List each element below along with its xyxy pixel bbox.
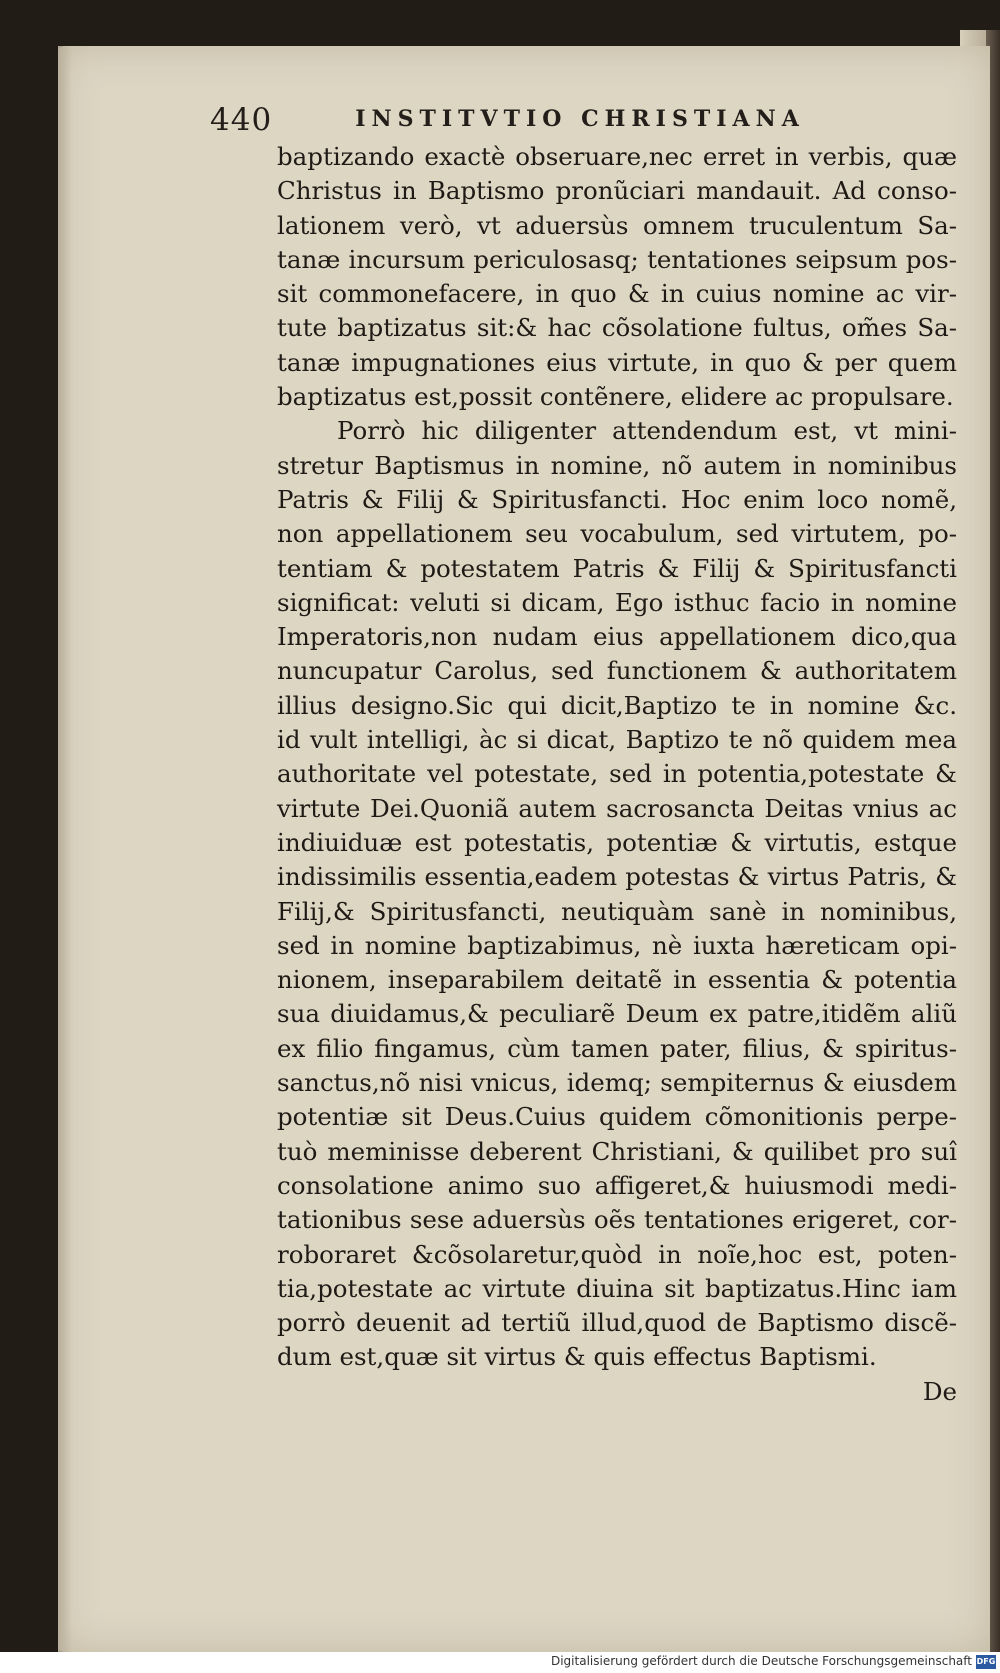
- text-line: roboraret &cõsolaretur,quòd in noĩe,hoc est, poten-: [277, 1239, 957, 1269]
- page-edge-shadow: [58, 46, 72, 1652]
- text-line: ex filio fingamus, cùm tamen pater, filius, & spiritus-: [277, 1033, 957, 1063]
- page-header: [210, 100, 860, 140]
- dfg-logo-icon: DFG: [976, 1655, 996, 1669]
- text-line: tanæ incursum periculosasq; tentationes seipsum pos-: [277, 244, 957, 274]
- footer-bar: [0, 1652, 1000, 1673]
- text-line: id vult intelligi, àc si dicat, Baptizo te nõ quidem mea: [277, 725, 957, 755]
- text-line: Filij,& Spiritusfancti, neutiquàm sanè in nominibus,: [277, 896, 957, 926]
- text-line: indiuiduæ est potestatis, potentiæ & virtutis, estque: [277, 827, 957, 857]
- text-line: tuò meminisse deberent Christiani, & quilibet pro suî: [277, 1136, 957, 1166]
- page-text: [277, 140, 957, 1409]
- text-line: baptizatus est,possit contẽnere, elidere ac propulsare.: [277, 382, 954, 412]
- text-line: virtute Dei.Quoniã autem sacrosancta Deitas vnius ac: [277, 793, 957, 823]
- text-line: baptizando exactè obseruare,nec erret in verbis, quæ: [277, 142, 957, 171]
- text-line: stretur Baptismus in nomine, nõ autem in nominibus: [277, 450, 957, 480]
- text-line: Porrò hic diligenter attendendum est, vt mini-: [337, 416, 957, 446]
- text-line: Imperatoris,non nudam eius appellationem dico,qua: [277, 622, 957, 652]
- text-line: non appellationem seu vocabulum, sed virtutem, po-: [277, 519, 957, 549]
- text-line: sanctus,nõ nisi vnicus, idemq; sempiternus & eiusdem: [277, 1068, 957, 1098]
- footer-credit: Digitalisierung gefördert durch die Deutsche Forschungsgemeinschaft: [550, 1654, 972, 1668]
- text-line: potentiæ sit Deus.Cuius quidem cõmonitionis perpe-: [277, 1102, 957, 1132]
- running-title: INSTITVTIO CHRISTIANA: [355, 106, 805, 132]
- text-line: dum est,quæ sit virtus & quis effectus Baptismi.: [277, 1342, 877, 1372]
- text-line: nuncupatur Carolus, sed functionem & authoritatem: [277, 656, 957, 686]
- text-line: tentiam & potestatem Patris & Filij & Spiritusfancti: [277, 553, 957, 583]
- text-line: tia,potestate ac virtute diuina sit baptizatus.Hinc iam: [277, 1273, 957, 1303]
- text-line: indissimilis essentia,eadem potestas & virtus Patris, &: [277, 862, 957, 892]
- text-line: Patris & Filij & Spiritusfancti. Hoc enim loco nomẽ,: [277, 484, 957, 514]
- catchword: De: [922, 1376, 957, 1406]
- text-line: tute baptizatus sit:& hac cõsolatione fultus, om̃es Sa-: [277, 313, 957, 343]
- text-line: significat: veluti si dicam, Ego isthuc facio in nomine: [277, 587, 957, 617]
- text-line: nionem, inseparabilem deitatẽ in essentia & potentia: [277, 965, 957, 995]
- text-line: tanæ impugnationes eius virtute, in quo & per quem: [277, 347, 957, 377]
- text-line: illius designo.Sic qui dicit,Baptizo te in nomine &c.: [277, 690, 957, 720]
- text-line: tationibus sese aduersùs oẽs tentationes erigeret, cor-: [277, 1205, 957, 1235]
- text-line: sit commonefacere, in quo & in cuius nomine ac vir-: [277, 279, 957, 309]
- text-line: sed in nomine baptizabimus, nè iuxta hæreticam opi-: [277, 930, 957, 960]
- text-line: authoritate vel potestate, sed in potentia,potestate &: [277, 759, 957, 789]
- text-line: consolatione animo suo affigeret,& huiusmodi medi-: [277, 1170, 957, 1200]
- text-line: Christus in Baptismo pronũciari mandauit. Ad conso-: [277, 176, 957, 206]
- text-line: sua diuidamus,& peculiarẽ Deum ex patre,itidẽm aliũ: [277, 999, 957, 1029]
- text-line: porrò deuenit ad tertiũ illud,quod de Baptismo discẽ-: [277, 1308, 957, 1338]
- text-line: lationem verò, vt aduersùs omnem truculentum Sa-: [277, 210, 957, 240]
- page-number: 440: [210, 102, 273, 138]
